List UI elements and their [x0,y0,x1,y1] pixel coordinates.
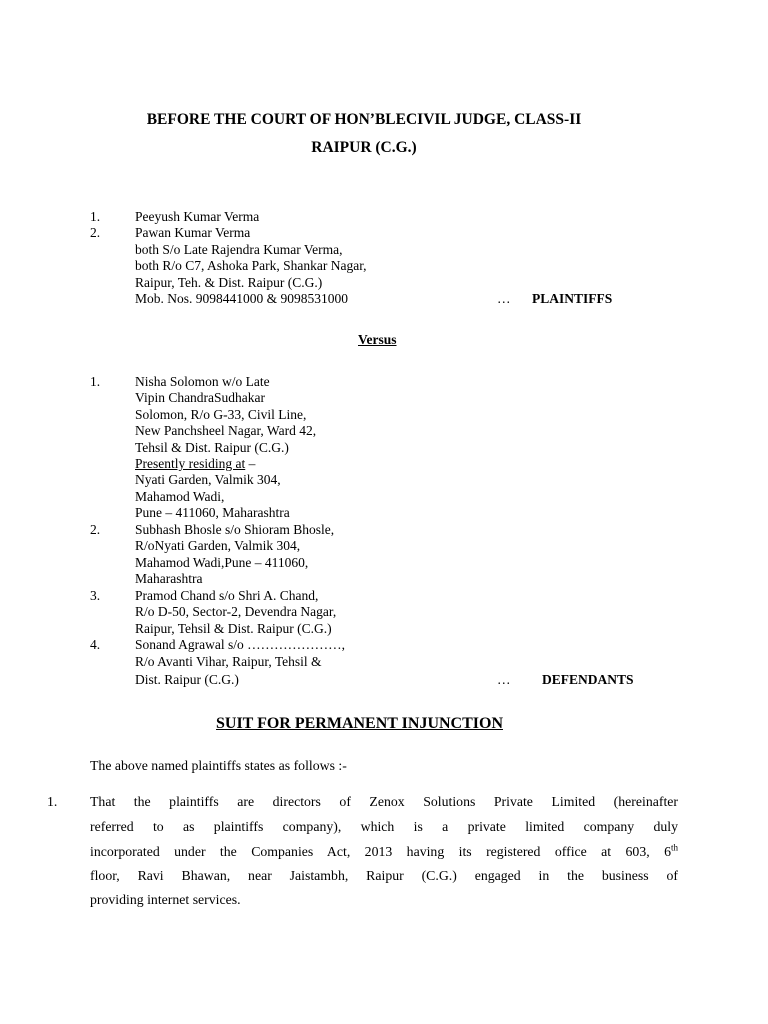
defendant-line: Mahamod Wadi,Pune – 411060, [135,555,309,570]
plaintiff-number: 1. [90,209,101,224]
plaintiff-address-line: both S/o Late Rajendra Kumar Verma, [135,242,343,257]
intro-text: The above named plaintiffs states as follows :- [90,758,347,773]
paragraph-line: floor, Ravi Bhawan, near Jaistambh, Raipur (C.G.) engaged in the business of [90,868,678,883]
defendants-dots: … [497,672,511,687]
defendant-line: Solomon, R/o G-33, Civil Line, [135,407,307,422]
presently-dash: – [245,456,256,471]
court-place: RAIPUR (C.G.) [311,139,417,156]
defendant-line: Raipur, Tehsil & Dist. Raipur (C.G.) [135,621,332,636]
defendant-line: Pune – 411060, Maharashtra [135,505,290,520]
defendant-line: Maharashtra [135,571,203,586]
paragraph-number: 1. [47,794,58,809]
defendant-line: Tehsil & Dist. Raipur (C.G.) [135,440,289,455]
defendants-label: DEFENDANTS [542,672,634,687]
plaintiff-address-line: both R/o C7, Ashoka Park, Shankar Nagar, [135,258,367,273]
defendant-line: Dist. Raipur (C.G.) [135,672,239,687]
plaintiff-number: 2. [90,225,101,240]
defendant-line: Pramod Chand s/o Shri A. Chand, [135,588,319,603]
defendant-line: Subhash Bhosle s/o Shioram Bhosle, [135,522,335,537]
defendant-number: 4. [90,637,101,652]
superscript-th: th [670,842,678,853]
defendant-line: Sonand Agrawal s/o …………………, [135,637,345,652]
defendant-line: R/o D-50, Sector-2, Devendra Nagar, [135,604,337,619]
plaintiffs-dots: … [497,291,511,306]
defendant-line: R/o Avanti Vihar, Raipur, Tehsil & [135,654,322,669]
defendant-line: New Panchsheel Nagar, Ward 42, [135,423,317,438]
plaintiff-address-line: Raipur, Teh. & Dist. Raipur (C.G.) [135,275,323,290]
suit-title: SUIT FOR PERMANENT INJUNCTION [216,715,503,732]
defendant-line: Nyati Garden, Valmik 304, [135,472,281,487]
versus-heading: Versus [358,332,397,347]
plaintiff-mobile: Mob. Nos. 9098441000 & 9098531000 [135,291,349,306]
paragraph-line: That the plaintiffs are directors of Zenox Solutions Private Limited (hereinafter [90,794,678,809]
defendant-line: R/oNyati Garden, Valmik 304, [135,538,301,553]
court-heading: BEFORE THE COURT OF HON’BLECIVIL JUDGE, CLASS-II [146,111,582,128]
plaintiff-name: Peeyush Kumar Verma [135,209,260,224]
plaintiffs-label: PLAINTIFFS [532,291,613,306]
defendant-number: 2. [90,522,101,537]
plaintiff-name: Pawan Kumar Verma [135,225,251,240]
presently-residing-line [135,456,255,472]
paragraph-line: referred to as plaintiffs company), which is a private limited company duly [90,819,678,834]
defendant-number: 1. [90,374,101,389]
defendant-line: Nisha Solomon w/o Late [135,374,270,389]
defendant-line: Vipin ChandraSudhakar [135,390,266,405]
paragraph-line: providing internet services. [90,892,241,907]
defendant-number: 3. [90,588,101,603]
paragraph-line [90,844,678,860]
paragraph-line-text: incorporated under the Companies Act, 2013 having its registered office at 603, 6 [90,844,671,859]
defendant-line: Mahamod Wadi, [135,489,225,504]
presently-residing-label: Presently residing at [135,456,246,471]
